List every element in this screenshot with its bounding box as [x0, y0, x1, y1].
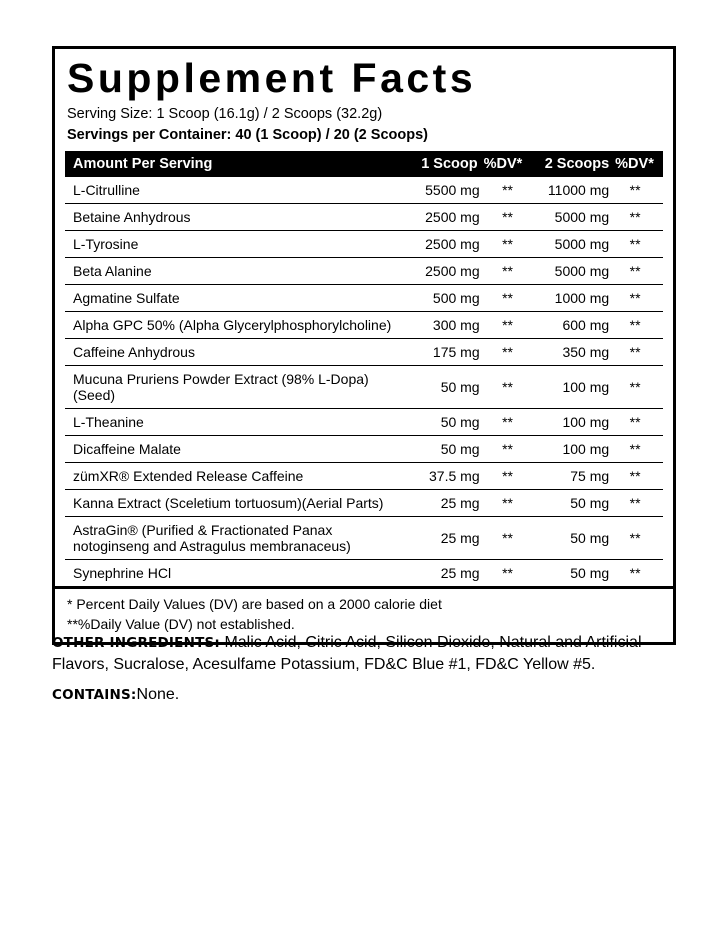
ingredient-dv-1scoop: ** [502, 317, 513, 334]
ingredient-dv-1scoop: ** [502, 441, 513, 458]
header-dv2: %DV* [615, 156, 654, 173]
table-row [65, 177, 663, 204]
table-row [65, 409, 663, 436]
ingredient-name: Beta Alanine [73, 263, 152, 280]
ingredient-amount-1scoop: 25 mg [440, 530, 480, 547]
servings-per-container: Servings per Container: 40 (1 Scoop) / 20 (2 Scoops) [67, 127, 428, 144]
ingredient-amount-1scoop: 50 mg [440, 414, 480, 431]
header-dv1: %DV* [483, 156, 523, 173]
table-row [65, 339, 663, 366]
ingredient-dv-2scoops: ** [629, 565, 641, 582]
ingredient-dv-2scoops: ** [629, 182, 641, 199]
ingredient-amount-2scoops: 5000 mg [554, 236, 610, 253]
ingredient-dv-1scoop: ** [502, 290, 513, 307]
table-row [65, 463, 663, 490]
ingredient-dv-1scoop: ** [502, 530, 513, 547]
ingredient-name: Agmatine Sulfate [73, 290, 180, 307]
ingredient-name: Dicaffeine Malate [73, 441, 181, 458]
other-ingredients-label: OTHER INGREDIENTS: [52, 635, 220, 651]
ingredient-dv-1scoop: ** [502, 565, 513, 582]
ingredient-dv-2scoops: ** [629, 344, 641, 361]
ingredient-amount-1scoop: 500 mg [432, 290, 480, 307]
footnote-daily-values: * Percent Daily Values (DV) are based on a 2000 calorie diet [67, 596, 442, 613]
ingredient-amount-2scoops: 5000 mg [554, 263, 610, 280]
table-row [65, 436, 663, 463]
ingredient-name: L-Tyrosine [73, 236, 139, 253]
ingredient-dv-2scoops: ** [629, 441, 641, 458]
ingredient-amount-2scoops: 600 mg [562, 317, 610, 334]
ingredient-name: Kanna Extract (Sceletium tortuosum)(Aerial Parts) [73, 495, 384, 512]
serving-size: Serving Size: 1 Scoop (16.1g) / 2 Scoops (32.2g) [67, 106, 383, 123]
panel-inner [55, 49, 673, 586]
ingredient-dv-2scoops: ** [629, 468, 641, 485]
ingredients-section [52, 632, 680, 715]
ingredient-dv-1scoop: ** [502, 344, 513, 361]
ingredient-amount-2scoops: 11000 mg [547, 182, 610, 199]
ingredient-amount-2scoops: 100 mg [562, 441, 610, 458]
contains-text: None. [136, 686, 180, 704]
ingredient-dv-2scoops: ** [629, 530, 641, 547]
header-scoop2: 2 Scoops [544, 156, 610, 173]
ingredient-amount-2scoops: 50 mg [570, 530, 610, 547]
ingredient-amount-2scoops: 1000 mg [554, 290, 610, 307]
ingredient-dv-2scoops: ** [629, 495, 641, 512]
ingredient-amount-1scoop: 2500 mg [425, 209, 480, 226]
ingredient-name: Synephrine HCl [73, 565, 172, 582]
table-header-row [65, 151, 663, 177]
ingredient-dv-1scoop: ** [502, 263, 513, 280]
ingredient-dv-2scoops: ** [629, 317, 641, 334]
ingredient-dv-2scoops: ** [629, 290, 641, 307]
ingredient-dv-2scoops: ** [629, 236, 641, 253]
table-row [65, 517, 663, 560]
ingredient-amount-1scoop: 37.5 mg [429, 468, 480, 485]
ingredient-dv-2scoops: ** [629, 263, 641, 280]
ingredient-name: Betaine Anhydrous [73, 209, 191, 226]
ingredient-dv-2scoops: ** [629, 414, 641, 431]
ingredient-amount-1scoop: 175 mg [432, 344, 480, 361]
table-row [65, 231, 663, 258]
ingredient-dv-2scoops: ** [629, 209, 641, 226]
ingredient-amount-1scoop: 5500 mg [425, 182, 480, 199]
ingredient-dv-1scoop: ** [502, 182, 513, 199]
ingredient-name: Caffeine Anhydrous [73, 344, 195, 361]
ingredient-amount-2scoops: 100 mg [562, 414, 610, 431]
ingredient-dv-1scoop: ** [502, 414, 513, 431]
table-row [65, 258, 663, 285]
ingredient-name: L-Theanine [73, 414, 144, 431]
ingredient-amount-1scoop: 50 mg [440, 379, 480, 396]
ingredient-name: Alpha GPC 50% (Alpha Glycerylphosphorylcholine) [73, 317, 392, 334]
contains-label: CONTAINS: [52, 687, 137, 704]
ingredient-amount-1scoop: 25 mg [440, 565, 480, 582]
header-amount-per-serving: Amount Per Serving [73, 156, 213, 173]
ingredient-amount-2scoops: 100 mg [562, 379, 610, 396]
table-row [65, 366, 663, 409]
ingredient-amount-1scoop: 2500 mg [425, 263, 480, 280]
ingredient-name: zümXR® Extended Release Caffeine [73, 468, 304, 485]
page-title: Supplement Facts [67, 55, 477, 101]
header-scoop1: 1 Scoop [421, 156, 478, 173]
ingredient-dv-1scoop: ** [502, 495, 513, 512]
nutrition-table [65, 151, 663, 586]
table-row [65, 490, 663, 517]
ingredient-amount-1scoop: 2500 mg [425, 236, 480, 253]
table-row [65, 560, 663, 587]
ingredient-amount-1scoop: 25 mg [440, 495, 480, 512]
ingredient-dv-2scoops: ** [629, 379, 641, 396]
ingredient-dv-1scoop: ** [502, 236, 513, 253]
ingredient-amount-2scoops: 50 mg [570, 495, 610, 512]
footnote-dv-not-established: **%Daily Value (DV) not established. [67, 615, 295, 632]
ingredient-amount-2scoops: 5000 mg [554, 209, 610, 226]
table-row [65, 312, 663, 339]
other-ingredients-text: Malic Acid, Citric Acid, Silicon Dioxide, Natural and Artificial Flavors, Sucralose, Acesulfame Potassium, FD&C Blue #1, FD&C Yellow #5. [52, 634, 642, 673]
contains-statement [52, 684, 680, 706]
ingredient-dv-1scoop: ** [502, 379, 513, 396]
ingredient-dv-1scoop: ** [502, 468, 513, 485]
ingredient-amount-1scoop: 50 mg [440, 441, 480, 458]
table-row [65, 204, 663, 231]
ingredient-name: L-Citrulline [73, 182, 140, 199]
ingredient-amount-2scoops: 50 mg [570, 565, 610, 582]
ingredient-amount-2scoops: 75 mg [570, 468, 610, 485]
table-row [65, 285, 663, 312]
ingredient-amount-2scoops: 350 mg [562, 344, 610, 361]
ingredient-amount-1scoop: 300 mg [432, 317, 480, 334]
ingredient-name: Mucuna Pruriens Powder Extract (98% L-Dopa)(Seed) [73, 371, 369, 404]
ingredient-dv-1scoop: ** [502, 209, 513, 226]
supplement-facts-panel [52, 46, 676, 645]
other-ingredients [52, 632, 680, 675]
ingredient-name: AstraGin® (Purified & Fractionated Panax notoginseng and Astragulus membranaceus) [73, 522, 351, 555]
